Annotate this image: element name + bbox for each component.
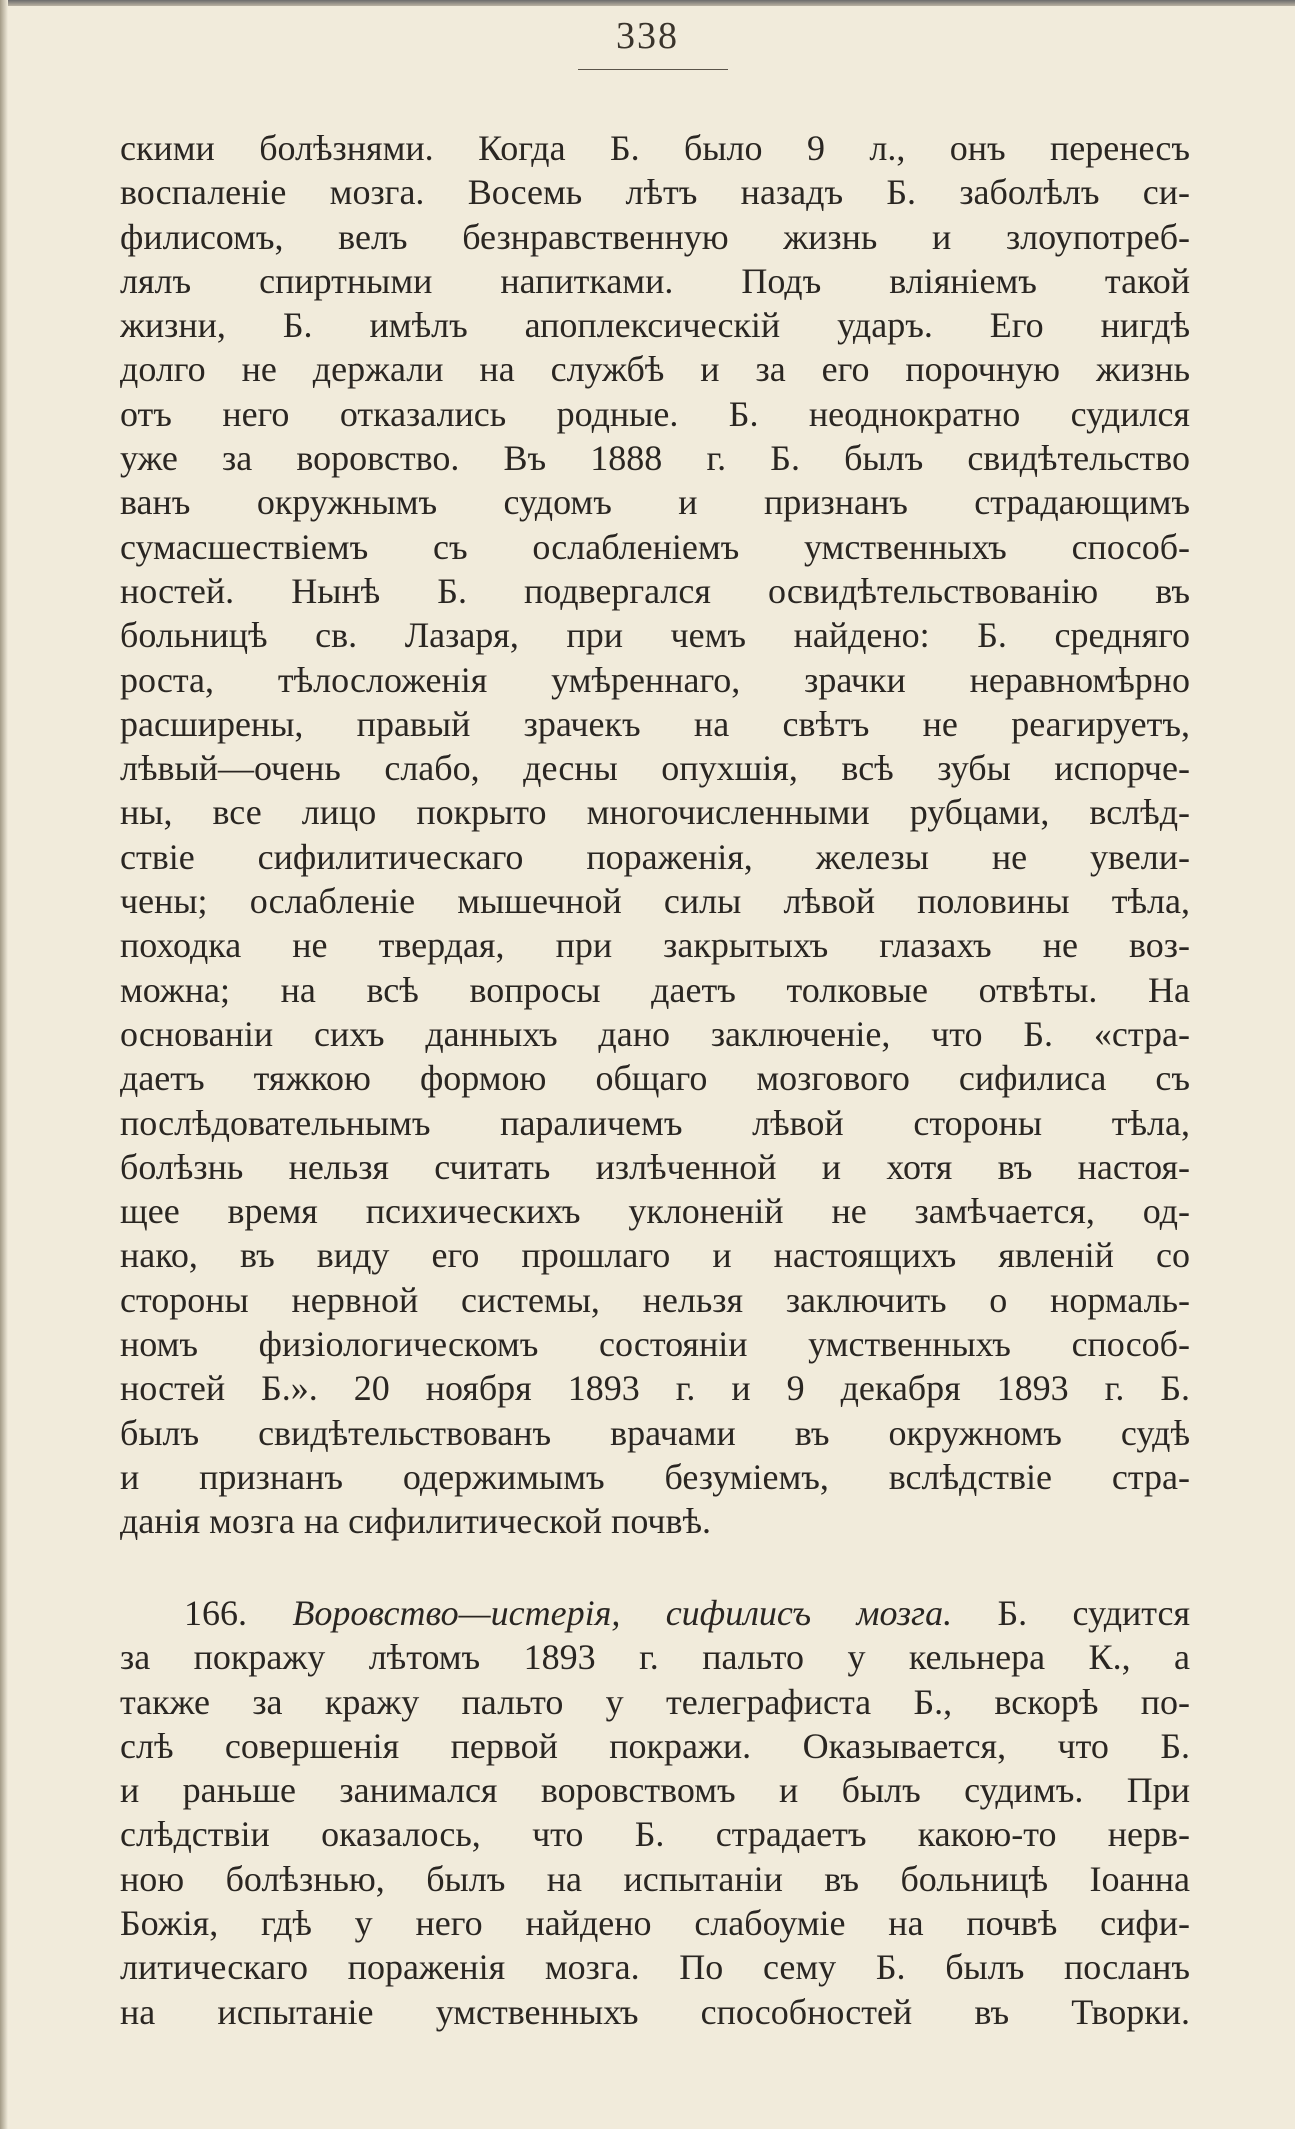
header-rule: [578, 69, 728, 70]
case-title: Воровство—истерія, сифилисъ мозга.: [292, 1593, 953, 1633]
text-line: долго не держали на службѣ и за его порочную жизнь: [120, 349, 1190, 390]
text-line: на испытаніе умственныхъ способностей въ Творки.: [120, 1991, 1190, 2032]
text-line: слѣдствіи оказалось, что Б. страдаетъ какою-то нерв-: [120, 1814, 1190, 1855]
text-line: за покражу лѣтомъ 1893 г. пальто у кельнера К., а: [120, 1637, 1190, 1678]
text-line: нако, въ виду его прошлаго и настоящихъ явленій со: [120, 1235, 1190, 1276]
text-line: литическаго пораженія мозга. По сему Б. былъ посланъ: [120, 1947, 1190, 1988]
text-line: жизни, Б. имѣлъ апоплексическій ударъ. Его нигдѣ: [120, 305, 1190, 346]
text-line: филисомъ, велъ безнравственную жизнь и злоупотреб-: [120, 216, 1190, 257]
paragraph-continuation: [120, 126, 1190, 1544]
text-line: болѣзнь нельзя считать излѣченной и хотя въ настоя-: [120, 1146, 1190, 1187]
page-left-edge: [0, 0, 8, 2129]
case-number: 166.: [184, 1593, 247, 1633]
text-line: сумасшествіемъ съ ослабленіемъ умственныхъ способ-: [120, 526, 1190, 567]
text-line: и признанъ одержимымъ безуміемъ, вслѣдствіе стра-: [120, 1456, 1190, 1497]
case-heading-line: [120, 1591, 1190, 1635]
text-line: лѣвый—очень слабо, десны опухшія, всѣ зубы испорче-: [120, 748, 1190, 789]
text-fragment: Б. судится: [997, 1593, 1190, 1633]
text-line: номъ физіологическомъ состояніи умственныхъ способ-: [120, 1324, 1190, 1365]
text-line: стороны нервной системы, нельзя заключить о нормаль-: [120, 1279, 1190, 1320]
text-line: роста, тѣлосложенія умѣреннаго, зрачки неравномѣрно: [120, 659, 1190, 700]
text-line: основаніи сихъ данныхъ дано заключеніе, что Б. «стра-: [120, 1013, 1190, 1054]
text-line: чены; ослабленіе мышечной силы лѣвой половины тѣла,: [120, 881, 1190, 922]
text-line: и раньше занимался воровствомъ и былъ судимъ. При: [120, 1770, 1190, 1811]
text-line: ствіе сифилитическаго пораженія, железы не увели-: [120, 836, 1190, 877]
text-line: расширены, правый зрачекъ на свѣтъ не реагируетъ,: [120, 703, 1190, 744]
text-line: воспаленіе мозга. Восемь лѣтъ назадъ Б. заболѣлъ си-: [120, 172, 1190, 213]
text-line: былъ свидѣтельствованъ врачами въ окружномъ судѣ: [120, 1412, 1190, 1453]
case-166-paragraph: [120, 1591, 1190, 2034]
text-line: также за кражу пальто у телеграфиста Б., вскорѣ по-: [120, 1681, 1190, 1722]
text-line: данія мозга на сифилитической почвѣ.: [120, 1501, 712, 1542]
text-line: уже за воровство. Въ 1888 г. Б. былъ свидѣтельство: [120, 438, 1190, 479]
text-line: ностей. Нынѣ Б. подвергался освидѣтельствованію въ: [120, 570, 1190, 611]
text-line: послѣдовательнымъ параличемъ лѣвой стороны тѣла,: [120, 1102, 1190, 1143]
text-line: даетъ тяжкою формою общаго мозгового сифилиса съ: [120, 1058, 1190, 1099]
text-line: можна; на всѣ вопросы даетъ толковые отвѣты. На: [120, 969, 1190, 1010]
text-line: слѣ совершенія первой покражи. Оказывается, что Б.: [120, 1725, 1190, 1766]
text-line: ностей Б.». 20 ноября 1893 г. и 9 декабря 1893 г. Б.: [120, 1368, 1190, 1409]
text-line: походка не твердая, при закрытыхъ глазахъ не воз-: [120, 925, 1190, 966]
text-line: ною болѣзнью, былъ на испытаніи въ больницѣ Іоанна: [120, 1858, 1190, 1899]
text-line: скими болѣзнями. Когда Б. было 9 л., онъ перенесъ: [120, 128, 1190, 168]
page-number: 338: [616, 15, 679, 57]
text-line: щее время психическихъ уклоненій не замѣчается, од-: [120, 1191, 1190, 1232]
page-top-edge: [0, 0, 1295, 6]
text-line: Божія, гдѣ у него найдено слабоуміе на почвѣ сифи-: [120, 1903, 1190, 1944]
text-line: лялъ спиртными напитками. Подъ вліяніемъ такой: [120, 260, 1190, 301]
text-line: отъ него отказались родные. Б. неоднократно судился: [120, 393, 1190, 434]
text-line: ны, все лицо покрыто многочисленными рубцами, вслѣд-: [120, 792, 1190, 833]
text-line: ванъ окружнымъ судомъ и признанъ страдающимъ: [120, 482, 1190, 523]
text-line: больницѣ св. Лазаря, при чемъ найдено: Б. средняго: [120, 615, 1190, 656]
